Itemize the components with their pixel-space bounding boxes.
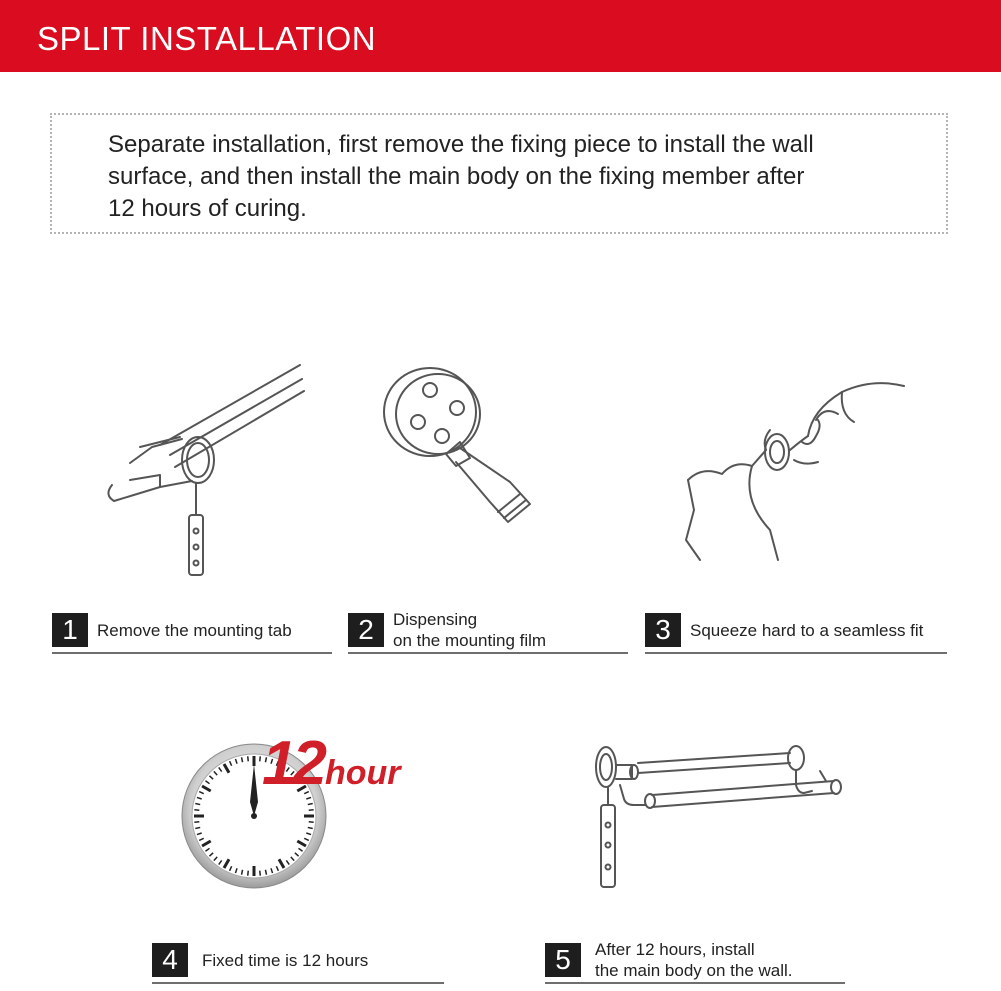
clock-tick <box>195 804 200 805</box>
twelve-hour-label <box>262 728 401 799</box>
clock-tick <box>248 756 249 761</box>
step-1 <box>52 610 332 654</box>
clock-tick <box>194 822 199 823</box>
step-3 <box>645 610 947 654</box>
clock-tick <box>308 804 313 805</box>
step-4 <box>152 940 444 984</box>
step-label <box>393 610 546 650</box>
step-label-line-1: Dispensing <box>393 610 478 629</box>
page-title: SPLIT INSTALLATION <box>37 20 377 57</box>
clock-tick <box>194 810 199 811</box>
step-label-line-2: on the mounting film <box>393 631 547 650</box>
intro-line-2: surface, and then install the main body on the fixing member after <box>108 163 805 190</box>
step-label-line-1: After 12 hours, install <box>595 940 755 959</box>
step-number-badge: 4 <box>152 943 188 977</box>
glue-dispensing-illustration <box>380 362 550 532</box>
towel-bar-remove-tab-illustration <box>100 355 310 585</box>
clock-tick <box>242 757 243 762</box>
step-number-badge: 1 <box>52 613 88 647</box>
intro-box <box>50 113 948 234</box>
clock-tick <box>309 822 314 823</box>
header-banner <box>0 0 1001 72</box>
step-2 <box>348 610 628 654</box>
clock-tick <box>248 871 249 876</box>
hour-unit: hour <box>324 754 401 792</box>
clock-tick <box>260 871 261 876</box>
step-label <box>97 610 292 650</box>
step-label <box>202 940 368 980</box>
step-number-badge: 5 <box>545 943 581 977</box>
hand-squeeze-illustration <box>682 370 912 570</box>
step-label-line-1: Squeeze hard to a seamless fit <box>690 620 924 640</box>
clock-tick <box>242 870 243 875</box>
step-5 <box>545 940 845 984</box>
step-label-line-1: Fixed time is 12 hours <box>202 950 369 970</box>
step-label <box>595 940 793 980</box>
step-label-line-1: Remove the mounting tab <box>97 620 292 640</box>
step-label-line-2: the main body on the wall. <box>595 961 793 980</box>
hour-number: 12 <box>262 729 323 798</box>
intro-line-1: Separate installation, first remove the fixing piece to install the wall <box>108 131 814 158</box>
clock-tick <box>308 827 313 828</box>
step-label <box>690 610 923 650</box>
clock-tick <box>265 870 266 875</box>
clock-tick <box>195 827 200 828</box>
clock-tick <box>260 756 261 761</box>
intro-line-3: 12 hours of curing. <box>108 195 307 222</box>
step-number-badge: 2 <box>348 613 384 647</box>
step-number-badge: 3 <box>645 613 681 647</box>
double-towel-bar-illustration <box>590 735 845 895</box>
clock-tick <box>309 810 314 811</box>
intro-text <box>108 129 908 225</box>
